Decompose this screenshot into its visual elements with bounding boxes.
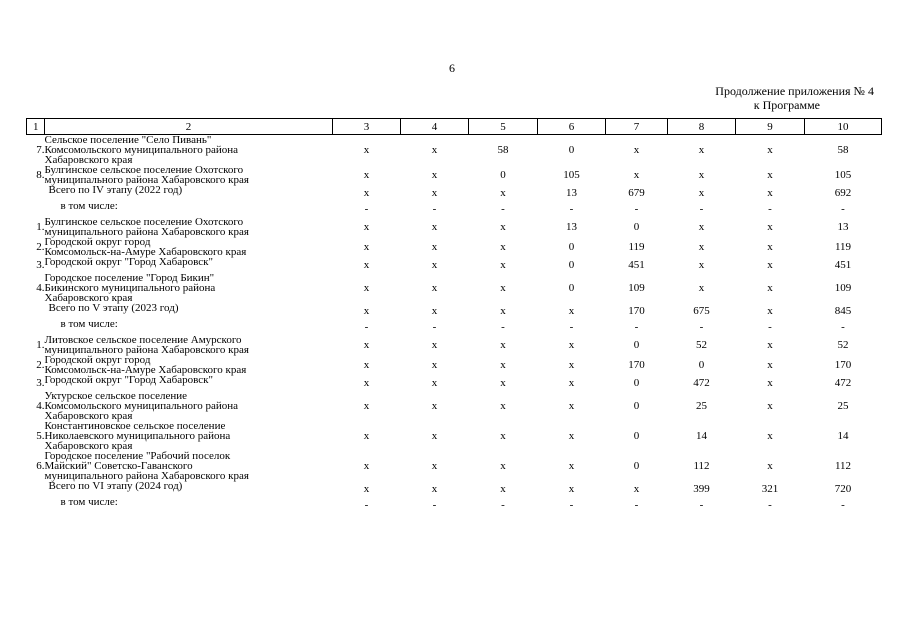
cell-col-6: 0 [568,144,575,156]
cell-col-3: x [363,430,370,442]
cell-col-6: x [568,400,575,412]
column-header-5: 5 [469,119,538,135]
row-name [45,497,333,513]
cell-col-4: x [431,483,438,495]
cell-col-10: - [841,321,845,333]
row-name [45,421,333,451]
table-row [27,201,882,217]
cell-col-10: 692 [834,187,852,199]
cell-col-9: x [767,460,773,472]
column-number-row [27,119,882,135]
cell-col-9: x [767,259,773,271]
cell-col-9: - [768,321,772,333]
row-number: 4. [36,282,45,294]
cell-col-10: 105 [834,169,852,181]
cell-col-10: 52 [837,339,849,351]
cell-col-9: x [767,169,773,181]
row-name-line: в том числе: [60,200,118,212]
cell-col-3: x [363,282,370,294]
cell-col-3: x [363,377,370,389]
column-header-2: 2 [45,119,333,135]
row-name-line: муниципального района Хабаровского края [44,226,249,238]
cell-col-8: x [698,259,705,271]
cell-col-6: x [568,339,575,351]
row-name [45,451,333,481]
row-number [27,319,45,335]
cell-col-10: 451 [834,259,852,271]
row-name-line: Всего по IV этапу (2022 год) [48,184,183,196]
cell-col-3: - [364,321,369,333]
page-number: 6 [449,61,455,75]
cell-col-9: x [767,377,773,389]
row-number: 1. [36,339,45,351]
cell-col-5: x [500,339,506,351]
cell-col-9: x [767,187,773,199]
cell-col-3: x [363,339,370,351]
cell-col-7: 119 [628,241,645,253]
row-number: 6. [36,460,45,472]
row-name [45,375,333,391]
cell-col-4: x [431,282,438,294]
cell-col-6: 0 [568,282,575,294]
cell-col-6: 0 [568,259,575,271]
cell-col-5: x [500,400,506,412]
cell-col-8: 399 [693,483,710,495]
appendix-note-line2: к Программе [753,98,820,112]
table-row [27,237,882,257]
column-header-9: 9 [736,119,805,135]
cell-col-8: - [699,203,704,215]
table-row [27,335,882,355]
column-header-3: 3 [333,119,401,135]
cell-col-7: 451 [628,259,645,271]
cell-col-5: x [500,483,506,495]
row-name-line: Константиновское сельское поселение [44,420,226,432]
cell-col-10: - [841,203,845,215]
row-number: 2. [36,241,45,253]
row-name-line: Хабаровского края [44,154,133,166]
program-table [26,118,882,513]
row-number [27,303,45,319]
cell-col-7: 0 [633,221,640,233]
cell-col-7: 170 [628,359,645,371]
cell-col-9: - [768,203,772,215]
cell-col-3: x [363,259,370,271]
cell-col-9: x [767,430,773,442]
row-number: 8. [36,169,45,181]
cell-col-8: 472 [693,377,710,389]
cell-col-3: x [363,359,370,371]
cell-col-3: x [363,144,370,156]
cell-col-7: x [633,483,640,495]
row-name-line: муниципального района Хабаровского края [44,174,249,186]
row-name-line: Городское поселение "Город Бикин" [44,272,215,284]
cell-col-9: 321 [761,483,779,495]
row-name [45,237,333,257]
row-name-line: Сельское поселение "Село Пивань" [44,134,212,146]
table-row [27,217,882,237]
table-row [27,391,882,421]
row-name [45,303,333,319]
row-name-line: Бикинского муниципального района [44,282,216,294]
row-number: 1. [36,221,45,233]
table-row [27,273,882,303]
cell-col-9: x [767,144,773,156]
row-name-line: Николаевского муниципального района [44,430,231,442]
appendix-note-line1: Продолжение приложения № 4 [715,84,874,98]
table-row [27,375,882,391]
cell-col-8: - [699,321,704,333]
column-header-10: 10 [805,119,882,135]
cell-col-10: 14 [837,430,849,442]
row-name-line: Городской округ город [44,354,151,366]
cell-col-3: x [363,241,370,253]
cell-col-8: x [698,282,705,294]
column-header-1: 1 [27,119,45,135]
appendix-note [660,84,874,112]
cell-col-8: 0 [698,359,705,371]
cell-col-4: x [431,460,438,472]
cell-col-4: x [431,259,438,271]
row-number [27,497,45,513]
table-row [27,421,882,451]
cell-col-8: - [699,499,704,511]
cell-col-7: x [633,144,640,156]
cell-col-4: x [431,359,438,371]
cell-col-10: 13 [837,221,849,233]
row-name-line: Хабаровского края [44,410,133,422]
cell-col-7: 170 [628,305,645,317]
cell-col-4: x [431,187,438,199]
cell-col-10: 112 [834,460,852,472]
cell-col-4: x [431,241,438,253]
cell-col-9: x [767,359,773,371]
row-name [45,135,333,166]
row-name-line: Комсомольского муниципального района [44,144,238,156]
table-row [27,481,882,497]
cell-col-6: 13 [566,187,577,199]
column-header-6: 6 [538,119,606,135]
cell-col-3: x [363,169,370,181]
cell-col-6: - [569,499,574,511]
cell-col-4: x [431,169,438,181]
cell-col-4: x [431,144,438,156]
cell-col-8: x [698,221,705,233]
cell-col-9: x [767,241,773,253]
cell-col-5: x [500,221,506,233]
table-row [27,319,882,335]
cell-col-8: x [698,144,705,156]
row-number [27,201,45,217]
cell-col-7: 109 [628,282,645,294]
cell-col-3: - [364,499,369,511]
cell-col-3: x [363,400,370,412]
cell-col-7: 0 [633,339,640,351]
cell-col-8: x [698,241,705,253]
cell-col-4: - [432,321,437,333]
cell-col-8: x [698,187,705,199]
cell-col-7: 0 [633,460,640,472]
row-name-line: Комсомольск-на-Амуре Хабаровского края [44,246,247,258]
row-name [45,257,333,273]
cell-col-5: x [500,259,506,271]
column-header-4: 4 [401,119,469,135]
cell-col-7: - [634,321,639,333]
cell-col-5: x [500,282,506,294]
row-number [27,185,45,201]
row-name-line: муниципального района Хабаровского края [44,470,249,482]
cell-col-5: 58 [497,144,509,156]
row-name-line: Городской округ "Город Хабаровск" [44,256,214,268]
cell-col-5: x [500,377,506,389]
row-name-line: Булгинское сельское поселение Охотского [44,216,244,228]
cell-col-10: 472 [834,377,852,389]
cell-col-10: 25 [837,400,849,412]
row-name-line: Хабаровского края [44,292,133,304]
cell-col-4: x [431,339,438,351]
row-name-line: Хабаровского края [44,440,133,452]
cell-col-6: x [568,460,575,472]
row-name-line: в том числе: [60,496,118,508]
table-row [27,257,882,273]
cell-col-9: - [768,499,772,511]
row-name-line: в том числе: [60,318,118,330]
row-name-line: Булгинское сельское поселение Охотского [44,164,244,176]
row-name [45,217,333,237]
cell-col-9: x [767,400,773,412]
cell-col-9: x [767,282,773,294]
cell-col-4: x [431,377,438,389]
cell-col-10: 170 [834,359,852,371]
cell-col-7: 0 [633,430,640,442]
cell-col-6: x [568,377,575,389]
cell-col-5: 0 [500,169,506,181]
cell-col-3: - [364,203,369,215]
row-name [45,319,333,335]
cell-col-7: 679 [628,187,645,199]
cell-col-4: x [431,305,438,317]
cell-col-4: - [432,499,437,511]
row-name-line: Всего по VI этапу (2024 год) [48,480,183,492]
cell-col-6: 0 [568,241,575,253]
table-row [27,135,882,166]
row-name-line: Городской округ "Город Хабаровск" [44,374,214,386]
row-name-line: Уктурское сельское поселение [44,390,188,402]
cell-col-7: - [634,203,639,215]
cell-col-4: x [431,221,438,233]
cell-col-9: x [767,305,773,317]
cell-col-4: x [431,430,438,442]
row-name [45,481,333,497]
cell-col-8: 675 [693,305,710,317]
row-name-line: Комсомольского муниципального района [44,400,238,412]
table-row [27,355,882,375]
cell-col-10: 58 [837,144,849,156]
cell-col-5: x [500,187,506,199]
cell-col-5: x [500,241,506,253]
cell-col-3: x [363,221,370,233]
row-name [45,201,333,217]
cell-col-3: x [363,483,370,495]
cell-col-6: x [568,430,575,442]
row-number: 2. [36,359,45,371]
cell-col-8: 14 [696,430,707,442]
cell-col-10: 109 [834,282,852,294]
row-name-line: муниципального района Хабаровского края [44,344,249,356]
row-name-line: Всего по V этапу (2023 год) [48,302,179,314]
row-number: 5. [36,430,45,442]
row-number: 3. [36,377,45,389]
table-row [27,303,882,319]
row-number: 4. [36,400,45,412]
row-name [45,165,333,185]
cell-col-6: - [569,203,574,215]
row-name-line: Литовское сельское поселение Амурского [44,334,242,346]
cell-col-8: 112 [693,460,710,472]
row-number [27,481,45,497]
row-name [45,391,333,421]
cell-col-6: 105 [563,169,580,181]
row-name [45,185,333,201]
cell-col-8: 25 [696,400,707,412]
cell-col-9: x [767,339,773,351]
cell-col-5: x [500,460,506,472]
row-name-line: Городское поселение "Рабочий поселок [44,450,231,462]
cell-col-7: - [634,499,639,511]
cell-col-10: - [841,499,845,511]
cell-col-6: x [568,305,575,317]
row-name [45,273,333,303]
row-name [45,335,333,355]
cell-col-10: 720 [834,483,852,495]
row-number: 7. [36,144,45,156]
cell-col-3: x [363,305,370,317]
cell-col-3: x [363,460,370,472]
row-number: 3. [36,259,45,271]
cell-col-7: 0 [633,377,640,389]
cell-col-8: x [698,169,705,181]
cell-col-10: 845 [834,305,852,317]
cell-col-6: x [568,483,575,495]
cell-col-5: x [500,430,506,442]
cell-col-10: 119 [834,241,852,253]
cell-col-9: x [767,221,773,233]
table-row [27,165,882,185]
cell-col-5: - [501,203,505,215]
cell-col-6: x [568,359,575,371]
column-header-8: 8 [668,119,736,135]
cell-col-5: x [500,305,506,317]
row-name-line: Комсомольск-на-Амуре Хабаровского края [44,364,247,376]
cell-col-4: - [432,203,437,215]
cell-col-6: - [569,321,574,333]
cell-col-7: x [633,169,640,181]
cell-col-8: 52 [696,339,707,351]
table-body [27,135,882,514]
row-name-line: Майский" Советско-Гаванского [44,460,193,472]
cell-col-5: x [500,359,506,371]
cell-col-6: 13 [566,221,577,233]
cell-col-5: - [501,499,505,511]
table-row [27,497,882,513]
cell-col-7: 0 [633,400,640,412]
table-row [27,451,882,481]
row-name-line: Городской округ город [44,236,151,248]
cell-col-5: - [501,321,505,333]
row-name [45,355,333,375]
table-row [27,185,882,201]
cell-col-4: x [431,400,438,412]
cell-col-3: x [363,187,370,199]
column-header-7: 7 [606,119,668,135]
